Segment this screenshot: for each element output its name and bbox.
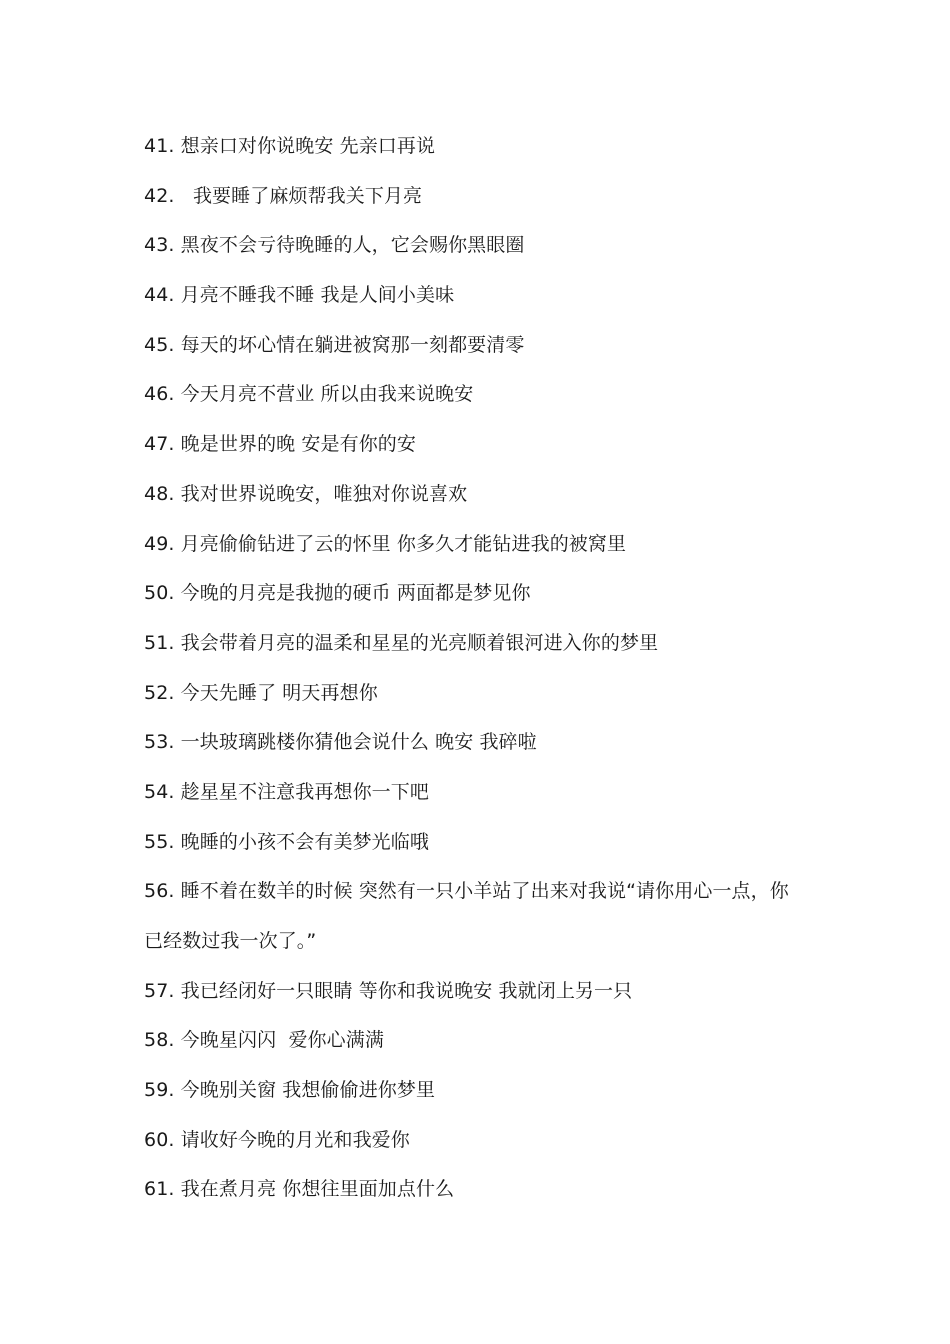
item-text: 今晚星闪闪 爱你心满满	[174, 1029, 384, 1052]
list-item	[144, 967, 814, 1017]
list-item	[144, 1066, 814, 1116]
list-item	[144, 768, 814, 818]
item-number: 52.	[144, 681, 175, 704]
item-number: 41.	[144, 135, 175, 157]
item-text: 我在煮月亮 你想往里面加点什么	[174, 1178, 455, 1201]
item-text: 今晚的月亮是我抛的硬币 两面都是梦见你	[174, 582, 531, 605]
list-item	[144, 669, 814, 719]
item-number: 58.	[144, 1029, 175, 1052]
list-item	[144, 1165, 814, 1215]
list-item	[144, 172, 814, 222]
list-item	[144, 221, 814, 271]
list-item	[144, 370, 814, 420]
item-number: 54.	[144, 780, 175, 803]
item-text: 今天先睡了 明天再想你	[174, 681, 378, 704]
list-item-continuation	[144, 917, 814, 967]
item-text: 晚睡的小孩不会有美梦光临哦	[174, 830, 429, 853]
item-text: 今天月亮不营业 所以由我来说晚安	[174, 383, 474, 406]
item-text: 我会带着月亮的温柔和星星的光亮顺着银河进入你的梦里	[174, 631, 659, 654]
list-item	[144, 470, 814, 520]
item-number: 48.	[144, 482, 175, 505]
list-item	[144, 520, 814, 570]
item-number: 46.	[144, 383, 175, 406]
list-item	[144, 818, 814, 868]
item-text: 趁星星不注意我再想你一下吧	[174, 780, 429, 803]
item-number: 45.	[144, 333, 175, 356]
item-number: 44.	[144, 284, 175, 307]
quote-list	[144, 122, 814, 1215]
item-text: 想亲口对你说晚安 先亲口再说	[174, 135, 436, 157]
item-number: 53.	[144, 731, 175, 754]
list-item	[144, 569, 814, 619]
item-number: 60.	[144, 1128, 175, 1151]
item-text: 每天的坏心情在躺进被窝那一刻都要清零	[174, 333, 525, 356]
item-number: 47.	[144, 433, 175, 456]
item-number: 59.	[144, 1079, 175, 1102]
list-item	[144, 619, 814, 669]
item-text: 晚是世界的晚 安是有你的安	[174, 433, 417, 456]
item-text: 睡不着在数羊的时候 突然有一只小羊站了出来对我说“请你用心一点，你	[174, 880, 789, 903]
item-number: 51.	[144, 631, 175, 654]
item-number: 49.	[144, 532, 175, 555]
item-text: 我已经闭好一只眼睛 等你和我说晚安 我就闭上另一只	[174, 979, 633, 1002]
item-number: 50.	[144, 582, 175, 605]
list-item	[144, 1016, 814, 1066]
item-number: 55.	[144, 830, 175, 853]
list-item	[144, 321, 814, 371]
item-text: 月亮偷偷钻进了云的怀里 你多久才能钻进我的被窝里	[174, 532, 627, 555]
item-number: 57.	[144, 979, 175, 1002]
list-item	[144, 420, 814, 470]
item-number: 56.	[144, 880, 175, 903]
item-number: 43.	[144, 234, 175, 257]
list-item	[144, 1116, 814, 1166]
list-item	[144, 271, 814, 321]
list-item	[144, 718, 814, 768]
item-text: 已经数过我一次了。”	[144, 930, 317, 952]
list-item	[144, 867, 814, 917]
item-number: 61.	[144, 1178, 175, 1201]
item-text: 黑夜不会亏待晚睡的人，它会赐你黑眼圈	[174, 234, 525, 257]
item-text: 我对世界说晚安，唯独对你说喜欢	[174, 482, 468, 505]
item-text: 请收好今晚的月光和我爱你	[174, 1128, 410, 1151]
item-number: 42.	[144, 184, 175, 207]
item-text: 我要睡了麻烦帮我关下月亮	[174, 184, 423, 207]
item-text: 月亮不睡我不睡 我是人间小美味	[174, 284, 455, 307]
item-text: 一块玻璃跳楼你猜他会说什么 晚安 我碎啦	[174, 731, 537, 754]
list-item	[144, 122, 814, 172]
item-text: 今晚别关窗 我想偷偷进你梦里	[174, 1079, 436, 1102]
